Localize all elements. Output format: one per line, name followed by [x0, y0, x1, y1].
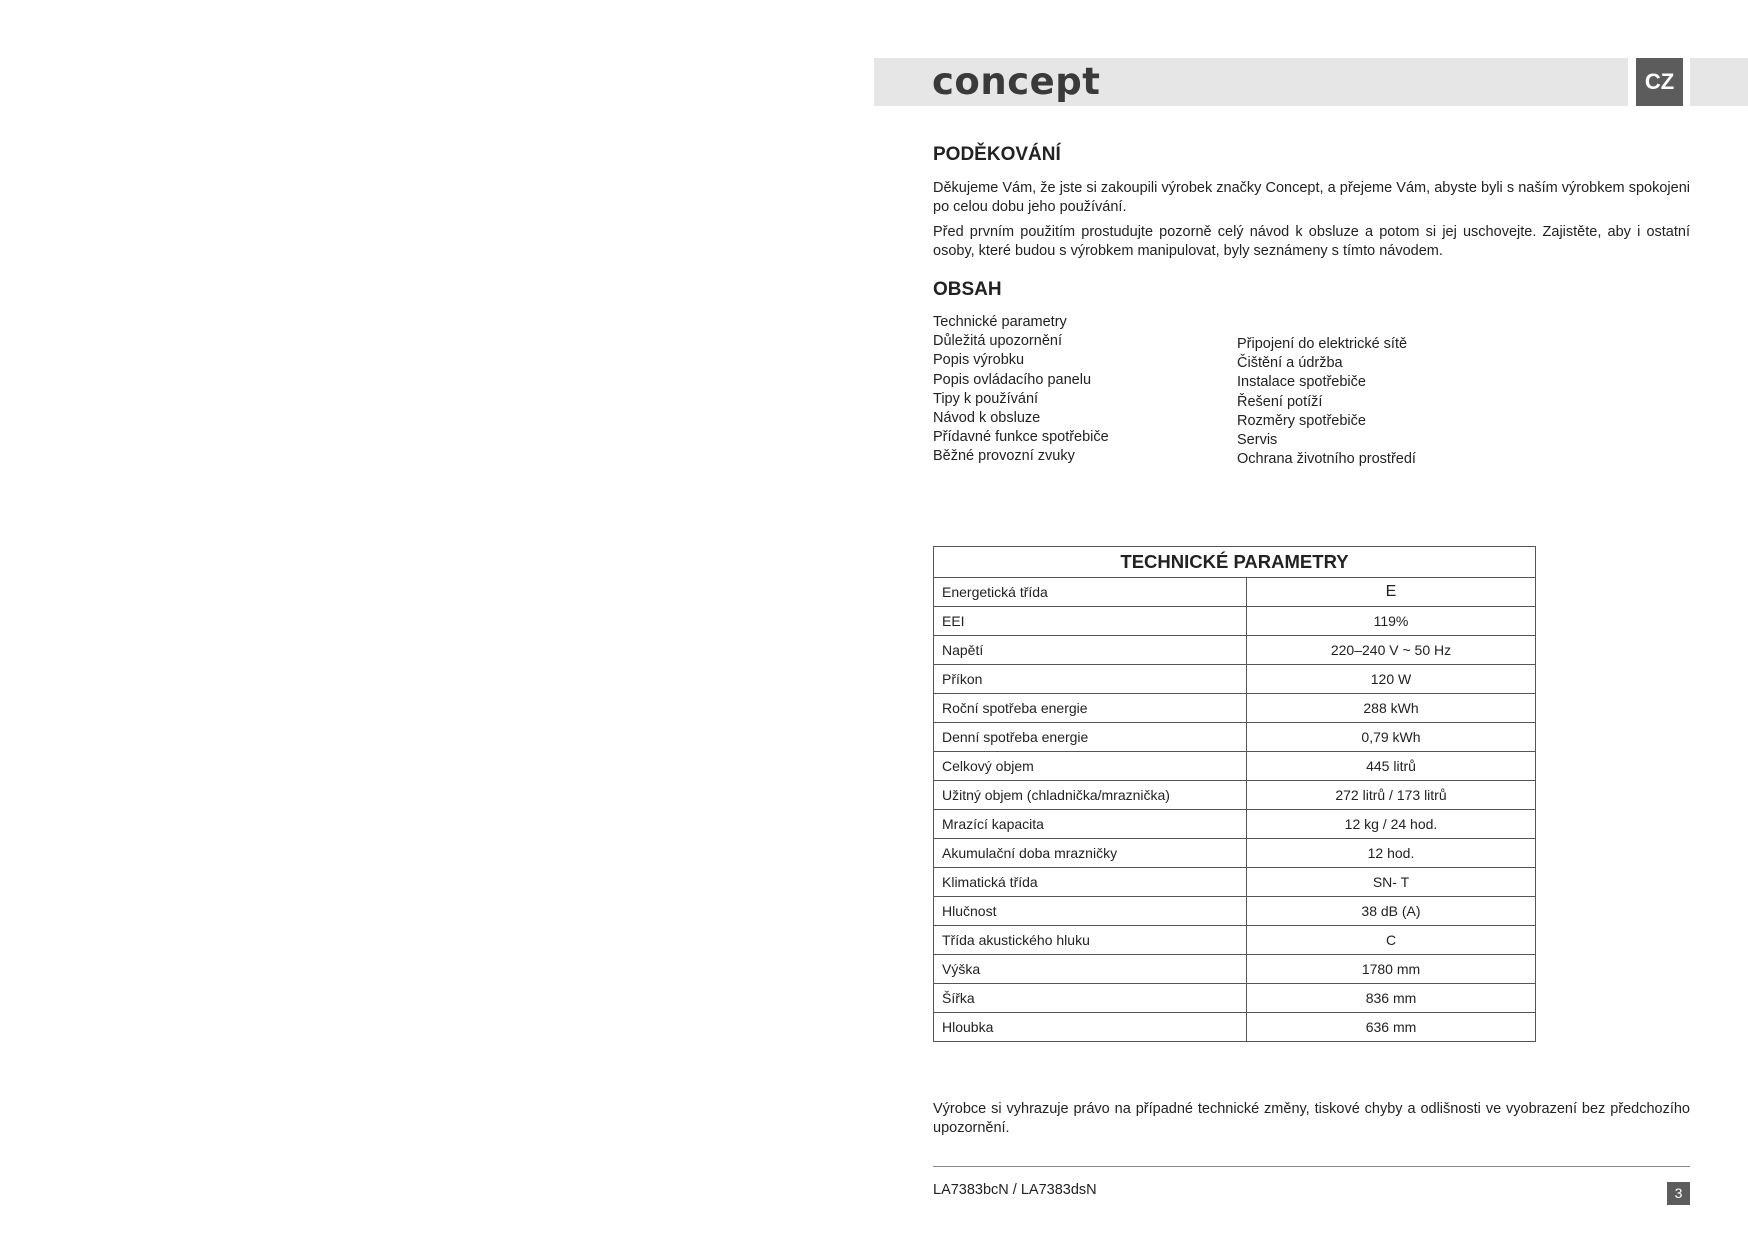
spec-label: Napětí: [934, 636, 1247, 665]
spec-value: 220–240 V ~ 50 Hz: [1247, 636, 1536, 665]
table-row: [934, 723, 1536, 752]
spec-value: E: [1247, 578, 1536, 607]
table-row: [934, 839, 1536, 868]
thanks-paragraph-1: Děkujeme Vám, že jste si zakoupili výrobek značky Concept, a přejeme Vám, abyste byli s naším výrobkem spokojeni po celou dobu jeho používání.: [933, 180, 1690, 215]
spec-value: 1780 mm: [1247, 955, 1536, 984]
table-row: [934, 781, 1536, 810]
footer-divider: [933, 1166, 1690, 1167]
contents-item: Připojení do elektrické sítě: [1237, 336, 1408, 352]
contents-item: Ochrana životního prostředí: [1237, 451, 1416, 468]
table-row: [934, 984, 1536, 1013]
spec-value: 0,79 kWh: [1247, 723, 1536, 752]
spec-label: Celkový objem: [934, 752, 1247, 781]
specs-table: [933, 546, 1536, 1042]
thanks-paragraph-2: Před prvním použitím prostudujte pozorně celý návod k obsluze a potom si jej uschovejte. Zajistěte, aby i ostatní osoby, které budou s výrobkem manipulovat, byly seznámeny s tímto návodem.: [933, 224, 1690, 259]
contents-item: Servis: [1237, 432, 1278, 449]
brand-logo: concept: [932, 60, 1101, 103]
spec-label: Výška: [934, 955, 1247, 984]
model-number: LA7383bcN / LA7383dsN: [933, 1182, 1097, 1198]
thanks-title: PODĚKOVÁNÍ: [933, 144, 1061, 165]
contents-item: Popis výrobku: [933, 352, 1025, 369]
spec-label: Roční spotřeba energie: [934, 694, 1247, 723]
contents-title: OBSAH: [933, 279, 1002, 300]
spec-value: 836 mm: [1247, 984, 1536, 1013]
spec-label: Akumulační doba mrazničky: [934, 839, 1247, 868]
spec-value: 445 litrů: [1247, 752, 1536, 781]
table-row: [934, 1013, 1536, 1042]
page-number: 3: [1667, 1182, 1690, 1205]
contents-item: Návod k obsluze: [933, 410, 1041, 427]
spec-value: 38 dB (A): [1247, 897, 1536, 926]
spec-label: Šířka: [934, 984, 1247, 1013]
table-row: [934, 636, 1536, 665]
spec-value: 12 hod.: [1247, 839, 1536, 868]
contents-item: Přídavné funkce spotřebiče: [933, 429, 1109, 446]
spec-value: 636 mm: [1247, 1013, 1536, 1042]
spec-label: Denní spotřeba energie: [934, 723, 1247, 752]
spec-label: Třída akustického hluku: [934, 926, 1247, 955]
table-row: [934, 868, 1536, 897]
header-bar-right: [1690, 58, 1748, 106]
disclaimer-footnote: Výrobce si vyhrazuje právo na případné technické změny, tiskové chyby a odlišnosti ve vyobrazení bez předchozího upozornění.: [933, 1101, 1690, 1136]
table-row: [934, 810, 1536, 839]
contents-item: Popis ovládacího panelu: [933, 371, 1092, 388]
contents-item: Technické parametry: [933, 314, 1067, 330]
specs-title: TECHNICKÉ PARAMETRY: [934, 547, 1536, 578]
spec-label: Užitný objem (chladnička/mraznička): [934, 781, 1247, 810]
spec-label: Příkon: [934, 665, 1247, 694]
table-row: [934, 752, 1536, 781]
contents-item: Instalace spotřebiče: [1237, 374, 1366, 391]
contents-item: Důležitá upozornění: [933, 333, 1062, 350]
spec-value: 12 kg / 24 hod.: [1247, 810, 1536, 839]
contents-item: Rozměry spotřebiče: [1237, 412, 1366, 429]
table-row: [934, 955, 1536, 984]
table-row: [934, 926, 1536, 955]
spec-value: SN- T: [1247, 868, 1536, 897]
contents-list-right: [1237, 335, 1416, 469]
table-row: [934, 665, 1536, 694]
language-badge: CZ: [1636, 58, 1683, 106]
contents-item: Tipy k používání: [933, 390, 1039, 407]
spec-label: Energetická třída: [934, 578, 1247, 607]
spec-value: 272 litrů / 173 litrů: [1247, 781, 1536, 810]
spec-value: 288 kWh: [1247, 694, 1536, 723]
spec-label: Klimatická třída: [934, 868, 1247, 897]
contents-item: Běžné provozní zvuky: [933, 448, 1075, 465]
spec-value: C: [1247, 926, 1536, 955]
spec-label: EEI: [934, 607, 1247, 636]
spec-value: 119%: [1247, 607, 1536, 636]
spec-label: Mrazící kapacita: [934, 810, 1247, 839]
contents-item: Řešení potíží: [1237, 393, 1323, 410]
contents-list-left: [933, 313, 1109, 467]
table-row: [934, 897, 1536, 926]
spec-label: Hloubka: [934, 1013, 1247, 1042]
contents-item: Čištění a údržba: [1237, 355, 1343, 372]
table-row: [934, 578, 1536, 607]
table-row: [934, 607, 1536, 636]
table-row: [934, 694, 1536, 723]
spec-label: Hlučnost: [934, 897, 1247, 926]
spec-value: 120 W: [1247, 665, 1536, 694]
